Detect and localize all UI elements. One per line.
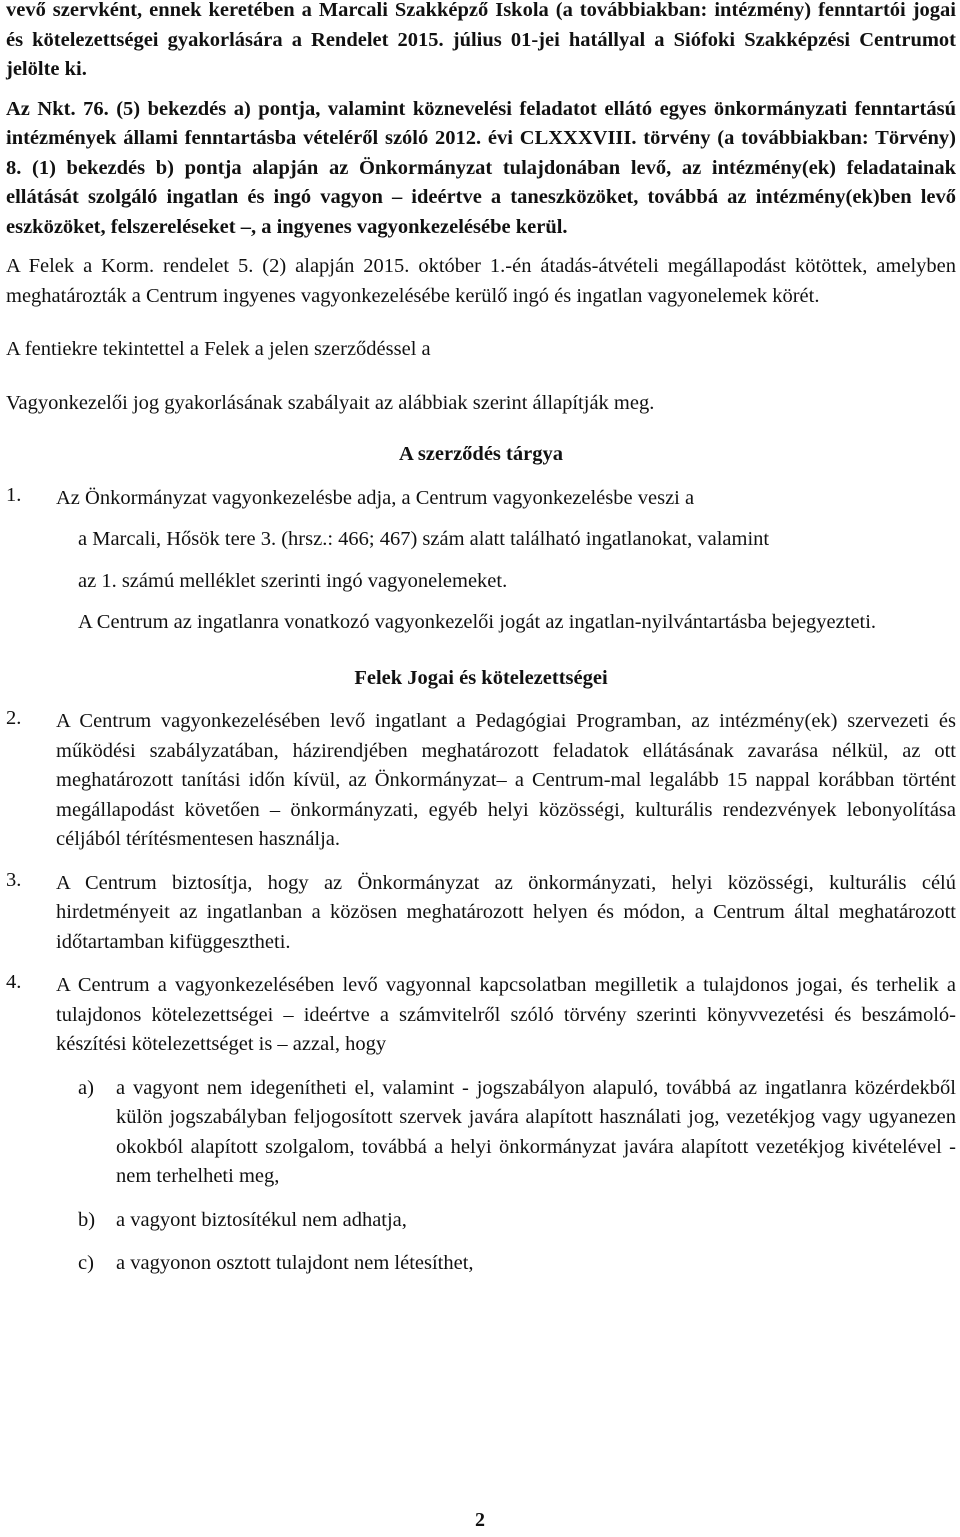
sub-item-letter: c) bbox=[78, 1252, 94, 1274]
item-number: 3. bbox=[6, 868, 22, 891]
sub-item-a bbox=[78, 1074, 956, 1192]
sub-item-text: a vagyont biztosítékul nem adhatja, bbox=[116, 1208, 407, 1231]
item-1-registration: A Centrum az ingatlanra vonatkozó vagyonkezelői jogát az ingatlan-nyilvántartásba bejegyezteti. bbox=[78, 611, 877, 633]
intro-paragraph-1: vevő szervként, ennek keretében a Marcali Szakképző Iskola (a továbbiakban: intézmény) fenntartói jogai és kötelezettségei gyakorlására a Rendelet 2015. július 01-jei hatállyal a Siófoki Szakképzési Centrumot jelölte ki. bbox=[6, 0, 956, 80]
section-heading-subject: A szerződés tárgya bbox=[399, 443, 563, 465]
numbered-item-4 bbox=[6, 971, 956, 1060]
intro-paragraph-5: Vagyonkezelői jog gyakorlásának szabályait az alábbiak szerint állapítják meg. bbox=[6, 391, 655, 414]
document-page bbox=[6, 0, 956, 1279]
sub-item-letter: b) bbox=[78, 1208, 96, 1231]
section-heading-rights: Felek Jogai és kötelezettségei bbox=[354, 666, 608, 689]
numbered-item-3 bbox=[6, 869, 956, 958]
item-text: A Centrum vagyonkezelésében levő ingatlant a Pedagógiai Programban, az intézmény(ek) szervezeti és működési szabályzatában, házirendjében meghatározott feladatok ellátásának zavarása nélkül, az ott meghatározott tanítási időn kívül, az Önkormányzat– a Centrum-mal legalább 15 nappal korábban történt megállapodást követően – önkormányzati, egyéb helyi közösségi, kulturális rendezvények lebonyolítása céljából térítésmentesen használja. bbox=[56, 710, 956, 850]
intro-paragraph-4: A fentiekre tekintettel a Felek a jelen szerződéssel a bbox=[6, 338, 431, 360]
sub-item-letter: a) bbox=[78, 1076, 94, 1099]
sub-item-b bbox=[78, 1206, 956, 1236]
page-number: 2 bbox=[475, 1509, 485, 1531]
item-number: 2. bbox=[6, 707, 22, 729]
sub-item-text: a vagyont nem idegenítheti el, valamint - jogszabályon alapuló, továbbá az ingatlanra közérdekből külön jogszabályban feljogosított szervek javára alapított használati jog, vezetékjog vagy ugyanezen okokból alapított szolgalom, továbbá a helyi önkormányzat javára alapított vezetékjog kivételével - nem terhelheti meg, bbox=[116, 1076, 956, 1187]
numbered-item-2 bbox=[6, 707, 956, 855]
item-number: 4. bbox=[6, 971, 22, 993]
intro-paragraph-2: Az Nkt. 76. (5) bekezdés a) pontja, valamint köznevelési feladatot ellátó egyes önkormányzati fenntartású intézmények állami fenntartásba vételéről szóló 2012. évi CLXXXVIII. törvény (a továbbiakban: Törvény) 8. (1) bekezdés b) pontja alapján az Önkormányzat tulajdonában levő, az intézmény(ek) feladatainak ellátását szolgáló ingatlan és ingó vagyon – ideértve a taneszközöket, továbbá az intézmény(ek)ben levő eszközöket, felszereléseket –, a ingyenes vagyonkezelésébe kerül. bbox=[6, 97, 956, 238]
intro-paragraph-3: A Felek a Korm. rendelet 5. (2) alapján 2015. október 1.-én átadás-átvételi megállapodást kötöttek, amelyben meghatározták a Centrum ingyenes vagyonkezelésébe kerülő ingó és ingatlan vagyonelemek körét. bbox=[6, 255, 956, 307]
item-text: A Centrum a vagyonkezelésében levő vagyonnal kapcsolatban megilletik a tulajdonos jogai, és terhelik a tulajdonos kötelezettségei – ideértve a számvitelről szóló törvény szerinti könyvvezetési és beszámoló-készítési kötelezettséget is – azzal, hogy bbox=[56, 974, 956, 1055]
item-1-movables: az 1. számú melléklet szerinti ingó vagyonelemeket. bbox=[78, 569, 508, 592]
item-text: Az Önkormányzat vagyonkezelésbe adja, a Centrum vagyonkezelésbe veszi a bbox=[56, 486, 695, 509]
numbered-item-1 bbox=[6, 484, 956, 514]
item-text: A Centrum biztosítja, hogy az Önkormányzat az önkormányzati, helyi közösségi, kulturális célú hirdetményeit az ingatlanban a közösen meghatározott helyen és módon, a Centrum által meghatározott időtartamban kifüggesztheti. bbox=[56, 871, 956, 953]
sub-item-c bbox=[78, 1249, 956, 1279]
item-number: 1. bbox=[6, 483, 22, 506]
sub-item-text: a vagyonon osztott tulajdont nem létesíthet, bbox=[116, 1252, 474, 1274]
item-1-property: a Marcali, Hősök tere 3. (hrsz.: 466; 467) szám alatt található ingatlanokat, valamint bbox=[78, 528, 770, 550]
